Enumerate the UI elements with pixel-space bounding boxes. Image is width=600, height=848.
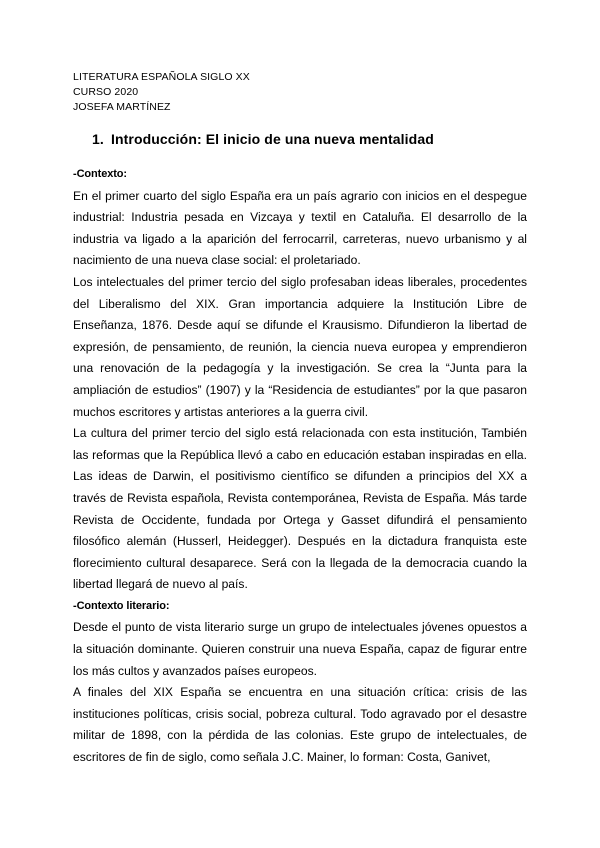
course-title: LITERATURA ESPAÑOLA SIGLO XX (73, 71, 250, 83)
contexto-literario-paragraph-1: Desde el punto de vista literario surge un grupo de intelectuales jóvenes opuestos a la situación dominante. Quieren construir una nueva España, capaz de figurar entre los más cultos y avanzados países europeos. (73, 620, 527, 678)
section-title: Introducción: El inicio de una nueva mentalidad (111, 131, 434, 147)
contexto-paragraph-2: Los intelectuales del primer tercio del siglo profesaban ideas liberales, procedentes del Liberalismo del XIX. Gran importancia adquiere la Institución Libre de Enseñanza, 1876. Desde aquí se difunde el Krausismo. Difundieron la libertad de expresión, de pensamiento, de reunión, la ciencia nueva europea y emprendieron una renovación de la pedagogía y la investigación. Se crea la “Junta para la ampliación de estudios” (1907) y la “Residencia de estudiantes” por la que pasaron muchos escritores y artistas anteriores a la guerra civil. (73, 274, 527, 419)
contexto-literario-heading: -Contexto literario: (73, 599, 170, 612)
contexto-paragraph-1: En el primer cuarto del siglo España era un país agrario con inicios en el despegue industrial: Industria pesada en Vizcaya y textil en Cataluña. El desarrollo de la industria va ligado a la aparición del ferrocarril, carreteras, nuevo urbanismo y al nacimiento de una nueva clase social: el proletariado. (73, 188, 527, 268)
document-body (73, 164, 527, 769)
contexto-literario-paragraph-2: A finales del XIX España se encuentra en una situación crítica: crisis de las instituciones políticas, crisis social, pobreza cultural. Todo agravado por el desastre militar de 1898, con la pérdida de las colonias. Este grupo de intelectuales, de escritores de fin de siglo, como señala J.C. Mainer, lo forman: Costa, Ganivet, (73, 685, 527, 765)
author-name: JOSEFA MARTÍNEZ (73, 101, 171, 113)
course-year: CURSO 2020 (73, 86, 139, 98)
section-heading (92, 131, 434, 147)
section-number: 1. (92, 131, 104, 147)
contexto-paragraph-3: La cultura del primer tercio del siglo está relacionada con esta institución, También las reformas que la República llevó a cabo en educación estaban inspiradas en ella. Las ideas de Darwin, el positivismo científico se difunden a principios del XX a través de Revista española, Revista contemporánea, Revista de España. Más tarde Revista de Occidente, fundada por Ortega y Gasset difundirá el pensamiento filosófico alemán (Husserl, Heidegger). Después en la dictadura franquista este florecimiento cultural desaparece. Será con la llegada de la democracia cuando la libertad llegará de nuevo al país. (73, 426, 527, 592)
contexto-heading: -Contexto: (73, 168, 127, 180)
document-header (73, 70, 250, 115)
